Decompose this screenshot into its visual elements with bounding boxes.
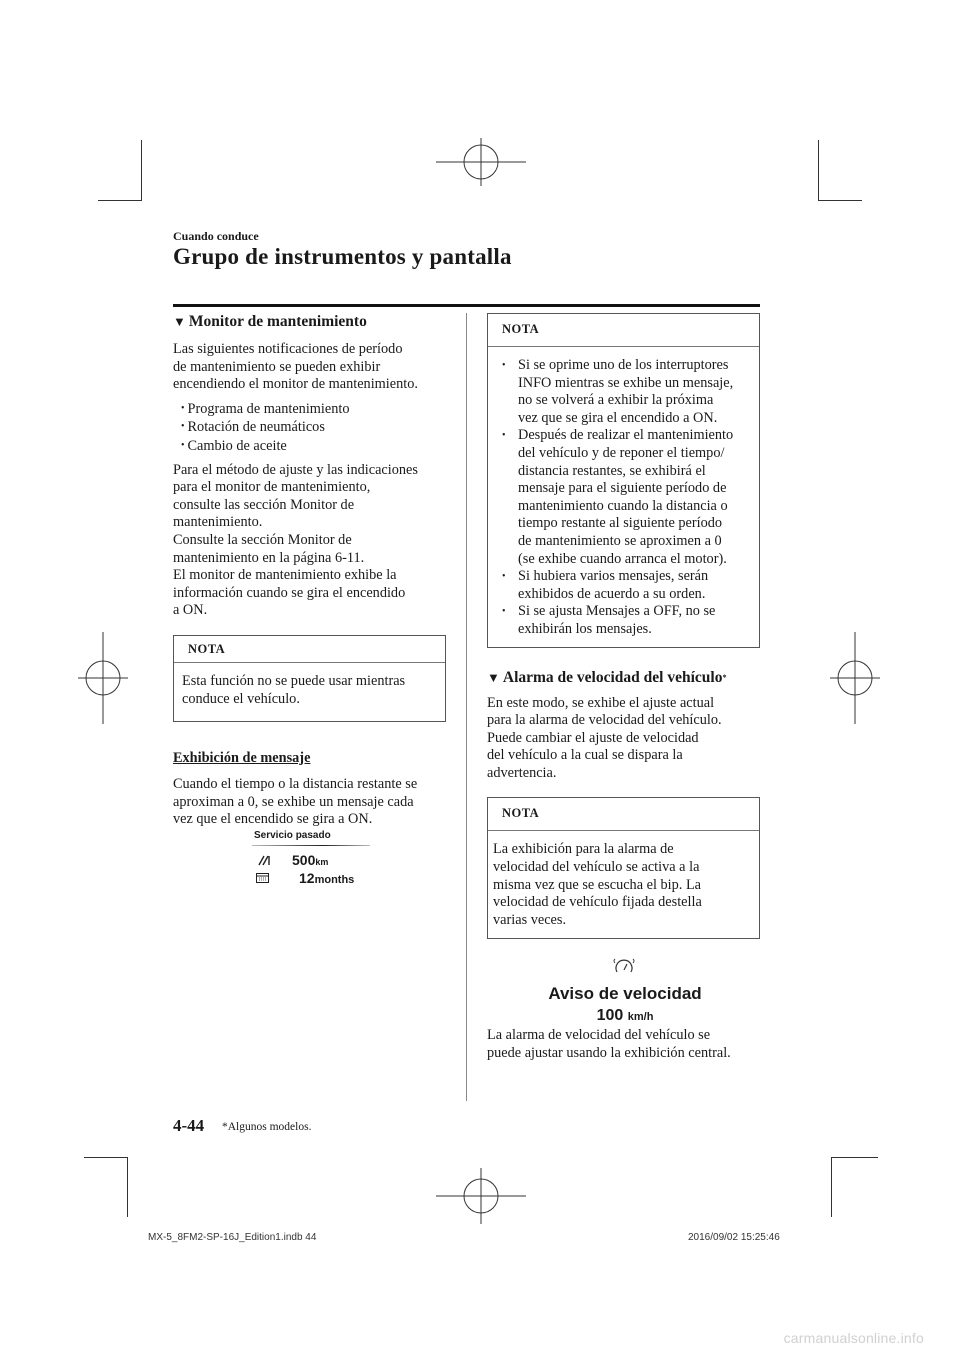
page-title: Grupo de instrumentos y pantalla (173, 244, 512, 269)
display-title: Servicio pasado (254, 830, 331, 841)
triangle-down-icon: ▼ (173, 314, 186, 329)
speed-alarm-icon (613, 955, 635, 975)
crop-mark (831, 1157, 878, 1158)
list-item: • Si se oprime uno de los interruptores INFO mientras se exhibe un mensaje, no se volverá a exhibir la próxima vez que se gira el encendido a ON. (502, 357, 734, 426)
crop-mark (84, 1157, 128, 1158)
tire-rotation-icon (257, 855, 271, 866)
note-body: Esta función no se puede usar mientras conduce el vehículo. (182, 672, 406, 707)
display-rule (252, 845, 370, 846)
time-readout: 12months (299, 870, 355, 886)
note-list (492, 357, 755, 639)
registration-mark-icon (436, 138, 526, 186)
page-number: 4-44 (173, 1116, 205, 1135)
note-body (488, 347, 759, 647)
registration-mark-icon (436, 1168, 526, 1224)
list-item: • Si se ajusta Mensajes a OFF, no se exhibirán los mensajes. (502, 603, 716, 637)
registration-mark-icon (78, 632, 128, 724)
list-item: • Después de realizar el mantenimiento del vehículo y de reponer el tiempo/ distancia restantes, se exhibirá el mensaje para el siguiente período de mantenimiento cuando la distancia o tiempo restante al siguiente período de mantenimiento se aproximen a 0 (se exhibe cuando arranca el motor). (502, 427, 734, 567)
left-column (173, 313, 446, 829)
imprint-file: MX-5_8FM2-SP-16J_Edition1.indb 44 (148, 1232, 317, 1243)
note-title: NOTA (188, 641, 226, 656)
footnote: *Algunos modelos. (222, 1121, 312, 1133)
column-divider (466, 313, 467, 1101)
watermark: carmanualsonline.info (783, 1330, 924, 1346)
list-item: • Si hubiera varios mensajes, serán exhibidos de acuerdo a su orden. (502, 568, 709, 602)
crop-mark (141, 140, 142, 200)
section-heading: ▼ Monitor de mantenimiento (173, 313, 367, 330)
intro-paragraph: En este modo, se exhibe el ajuste actual para la alarma de velocidad del vehículo. Puede cambiar el ajuste de velocidad del vehículo a la cual se dispara la advertencia. (487, 694, 722, 781)
body-paragraph: Para el método de ajuste y las indicaciones para el monitor de mantenimiento, consulte las sección Monitor de mantenimiento. Consulte la sección Monitor de mantenimiento en la página 6-11. El monitor de mantenimiento exhibe la información cuando se gira el encendido a ON. (173, 461, 418, 619)
crop-mark (818, 140, 819, 200)
outro-paragraph: La alarma de velocidad del vehículo se puede ajustar usando la exhibición central. (487, 1027, 731, 1061)
note-box (487, 797, 760, 939)
triangle-down-icon: ▼ (487, 669, 500, 685)
registration-mark-icon (830, 632, 880, 724)
crop-mark (98, 200, 142, 201)
note-body: La exhibición para la alarma de velocidad del vehículo se activa a la misma vez que se escucha el bip. La velocidad de vehículo fijada destella varias veces. (493, 841, 702, 928)
subheading: Exhibición de mensaje (173, 750, 311, 767)
note-title: NOTA (502, 806, 540, 821)
note-box (487, 313, 760, 648)
crop-mark (818, 200, 862, 201)
list-item: • Rotación de neumáticos (181, 418, 446, 437)
speed-alarm-title: Aviso de velocidad (548, 984, 702, 1003)
speed-readout: 100 km/h (596, 1007, 654, 1024)
header-rule (173, 304, 760, 307)
note-box (173, 635, 446, 722)
crop-mark (831, 1157, 832, 1217)
right-column (487, 313, 760, 939)
section-label: Cuando conduce (173, 229, 259, 243)
notification-list (181, 400, 446, 456)
imprint-timestamp: 2016/09/02 15:25:46 (688, 1232, 780, 1243)
list-item: • Cambio de aceite (181, 437, 446, 456)
note-title: NOTA (502, 322, 540, 336)
speed-alarm-display (530, 955, 720, 1027)
sub-paragraph: Cuando el tiempo o la distancia restante se aproximan a 0, se exhibe un mensaje cada vez que el encendido se gira a ON. (173, 776, 418, 828)
crop-mark (127, 1157, 128, 1217)
calendar-icon (256, 872, 269, 883)
maintenance-display (252, 830, 372, 890)
distance-readout: 500km (292, 852, 329, 868)
section-heading: ▼ Alarma de velocidad del vehículo * (487, 668, 727, 686)
intro-paragraph: Las siguientes notificaciones de período de mantenimiento se pueden exhibir encendiendo el monitor de mantenimiento. (173, 341, 418, 393)
list-item: • Programa de mantenimiento (181, 400, 446, 419)
